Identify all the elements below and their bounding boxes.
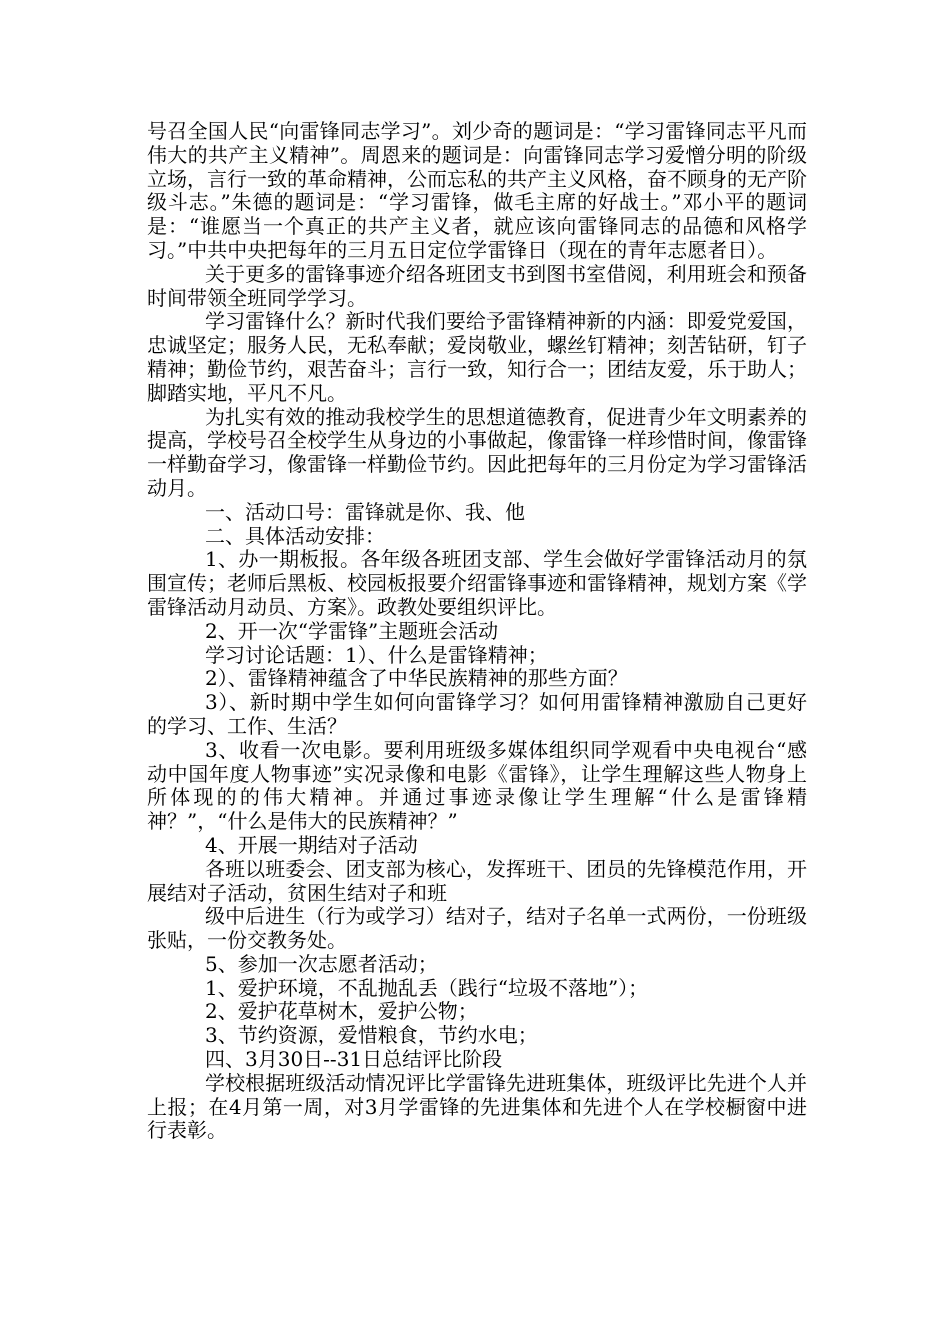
paragraph: 3、节约资源，爱惜粮食，节约水电； <box>205 1023 538 1048</box>
paragraph: 3）、新时期中学生如何向雷锋学习？如何用雷锋精神激励自己更好的学习、工作、生活？ <box>147 690 807 738</box>
paragraph-heading: 四、3月30日--31日总结评比阶段 <box>205 1047 503 1072</box>
paragraph: 关于更多的雷锋事迹介绍各班团支书到图书室借阅，利用班会和预备时间带领全班同学学习。 <box>147 261 807 310</box>
paragraph: 1、办一期板报。各年级各班团支部、学生会做好学雷锋活动月的氛围宣传；老师后黑板、校园板报要介绍雷锋事迹和雷锋精神，规划方案《学雷锋活动月动员、方案》。政教处要组织评比。 <box>147 547 807 619</box>
paragraph: 5、参加一次志愿者活动； <box>205 951 438 976</box>
paragraph-heading: 二、具体活动安排： <box>205 523 385 548</box>
paragraph: 4、开展一期结对子活动 <box>205 832 418 857</box>
paragraph: 3、收看一次电影。要利用班级多媒体组织同学观看中央电视台“感动中国年度人物事迹”实况录像和电影《雷锋》，让学生理解这些人物身上所体现的的伟大精神。并通过事迹录像让学生理解“什么是雷锋精神？”，“什么是伟大的民族精神？” <box>147 737 807 834</box>
paragraph: 为扎实有效的推动我校学生的思想道德教育，促进青少年文明素养的提高，学校号召全校学生从身边的小事做起，像雷锋一样珍惜时间，像雷锋一样勤奋学习，像雷锋一样勤俭节约。因此把每年的三月份定为学习雷锋活动月。 <box>147 404 807 500</box>
paragraph: 2、爱护花草树木，爱护公物； <box>205 999 478 1024</box>
paragraph: 号召全国人民“向雷锋同志学习”。刘少奇的题词是：“学习雷锋同志平凡而伟大的共产主义精神”。周恩来的题词是：向雷锋同志学习爱憎分明的阶级立场，言行一致的革命精神，公而忘私的共产主义风格，奋不顾身的无产阶级斗志。”朱德的题词是：“学习雷锋，做毛主席的好战士。”邓小平的题词是：“谁愿当一个真正的共产主义者，就应该向雷锋同志的品德和风格学习。”中共中央把每年的三月五日定位学雷锋日（现在的青年志愿者日）。 <box>147 119 807 262</box>
paragraph: 2）、雷锋精神蕴含了中华民族精神的那些方面？ <box>205 666 628 691</box>
paragraph: 各班以班委会、团支部为核心，发挥班干、团员的先锋模范作用，开展结对子活动，贫困生结对子和班 <box>147 856 807 905</box>
paragraph: 学习讨论话题：1）、什么是雷锋精神； <box>205 642 548 667</box>
paragraph: 级中后进生（行为或学习）结对子，结对子名单一式两份，一份班级张贴，一份交教务处。 <box>147 904 807 953</box>
paragraph: 2、开一次“学雷锋”主题班会活动 <box>205 618 499 643</box>
paragraph-slogan: 一、活动口号：雷锋就是你、我、他 <box>205 499 525 524</box>
paragraph: 学习雷锋什么？新时代我们要给予雷锋精神新的内涵：即爱党爱国，忠诚坚定；服务人民，无私奉献；爱岗敬业，螺丝钉精神；刻苦钻研，钉子精神；勤俭节约，艰苦奋斗；言行一致，知行合一；团结友爱，乐于助人；脚踏实地，平凡不凡。 <box>147 309 807 405</box>
document-body <box>147 120 807 1143</box>
paragraph: 学校根据班级活动情况评比学雷锋先进班集体，班级评比先进个人并上报；在4月第一周，对3月学雷锋的先进集体和先进个人在学校橱窗中进行表彰。 <box>147 1070 807 1143</box>
paragraph: 1、爱护环境，不乱抛乱丢（践行“垃圾不落地”）； <box>205 975 649 1000</box>
